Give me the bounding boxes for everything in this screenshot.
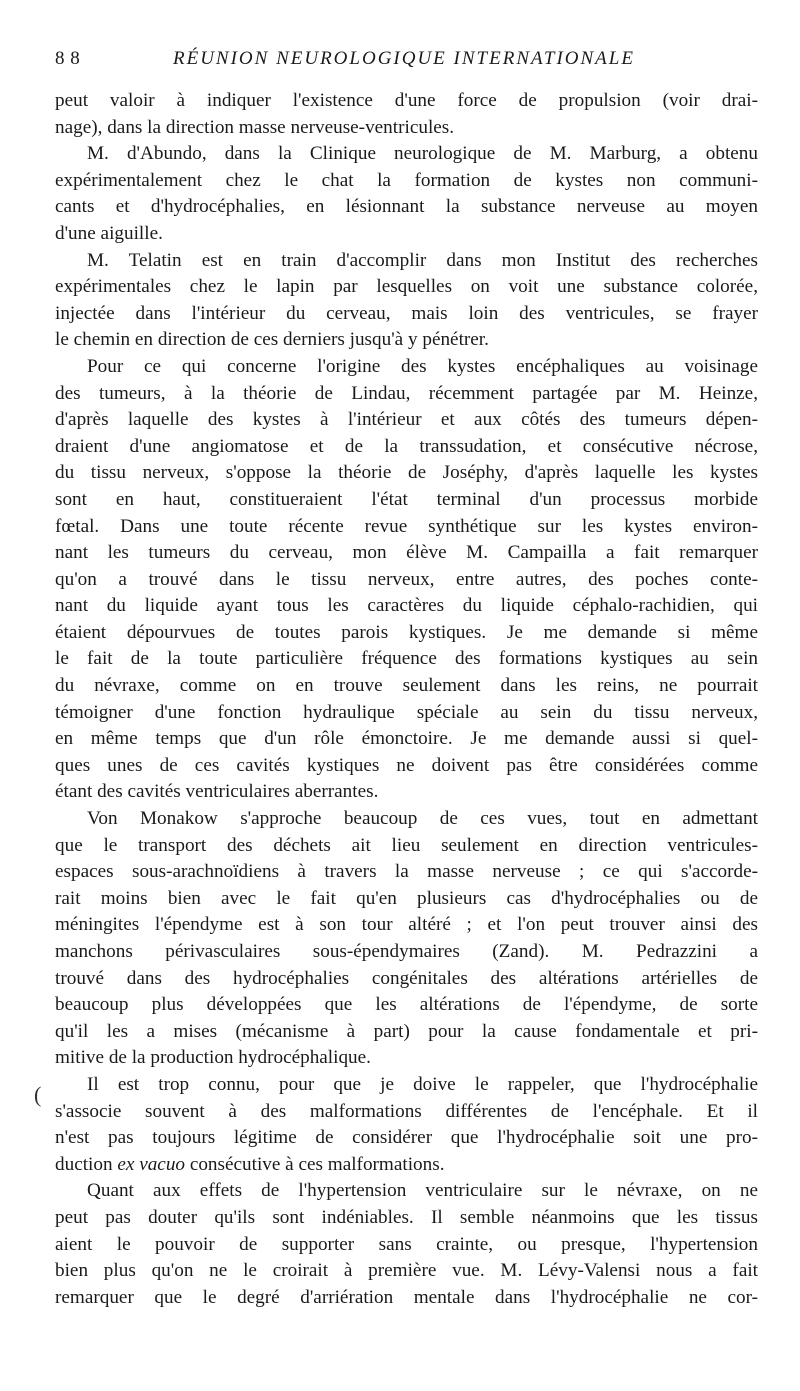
text-line: manchons périvasculaires sous-épendymaires (Zand). M. Pedrazzini a	[55, 941, 758, 962]
text-line: du névraxe, comme on en trouve seulement dans les reins, ne pourrait	[55, 675, 758, 697]
text-line: le chemin en direction de ces derniers jusqu'à y pénétrer.	[55, 329, 489, 351]
text-line: le fait de la toute particulière fréquence des formations kystiques au sein	[55, 648, 758, 670]
text-line: M. d'Abundo, dans la Clinique neurologique de M. Marburg, a obtenu	[87, 143, 758, 165]
text-line: que le transport des déchets ait lieu seulement en direction ventricules-	[55, 834, 758, 856]
text-line: Pour ce qui concerne l'origine des kystes encéphaliques au voisinage	[87, 355, 758, 377]
text-line: s'associe souvent à des malformations différentes de l'encéphale. Et il	[55, 1100, 758, 1122]
text-line: Il est trop connu, pour que je doive le rappeler, que l'hydrocéphalie	[87, 1073, 758, 1095]
text-line: bien plus qu'on ne le croirait à première vue. M. Lévy-Valensi nous a fait	[55, 1260, 758, 1282]
text-line: remarquer que le degré d'arriération mentale dans l'hydrocéphalie ne cor-	[55, 1286, 758, 1308]
text-line: peut pas douter qu'ils sont indéniables. Il semble néanmoins que les tissus	[55, 1206, 758, 1228]
text-line: des tumeurs, à la théorie de Lindau, récemment partagée par M. Heinze,	[55, 382, 758, 404]
text-fragment: duction	[55, 1153, 113, 1175]
text-line: injectée dans l'intérieur du cerveau, mais loin des ventricules, se frayer	[55, 302, 758, 324]
text-line: nant les tumeurs du cerveau, mon élève M. Campailla a fait remarquer	[55, 542, 758, 564]
text-line: draient d'une angiomatose et de la transsudation, et consécutive nécrose,	[55, 435, 758, 457]
text-line: espaces sous-arachnoïdiens à travers la masse nerveuse ; ce qui s'accorde-	[55, 861, 758, 883]
text-line: en même temps que d'un rôle émonctoire. Je me demande aussi si quel-	[55, 728, 758, 750]
text-line: d'une aiguille.	[55, 222, 163, 244]
text-fragment: consécutive à ces malformations.	[189, 1153, 445, 1175]
text-line: expérimentalement chez le chat la formation de kystes non communi-	[55, 169, 758, 191]
text-line: qu'il les a mises (mécanisme à part) pour la cause fondamentale et pri-	[55, 1020, 758, 1042]
text-line: méningites l'épendyme est à son tour altéré ; et l'on peut trouver ainsi des	[55, 914, 758, 936]
page-number: 8 8	[55, 48, 81, 69]
text-line: n'est pas toujours légitime de considérer que l'hydrocéphalie soit une pro-	[55, 1127, 758, 1149]
italic-phrase: ex vacuo	[117, 1153, 186, 1175]
text-line: M. Telatin est en train d'accomplir dans mon Institut des recherches	[87, 249, 758, 271]
text-line: peut valoir à indiquer l'existence d'une force de propulsion (voir drai-	[55, 90, 758, 111]
text-line: étaient dépourvues de toutes parois kystiques. Je me demande si même	[55, 621, 758, 643]
text-line: du tissu nerveux, s'oppose la théorie de Joséphy, d'après laquelle les kystes	[55, 462, 758, 484]
text-line: rait moins bien avec le fait qu'en plusieurs cas d'hydrocéphalies ou de	[55, 887, 758, 909]
text-line: qu'on a trouvé dans le tissu nerveux, entre autres, des poches conte-	[55, 568, 758, 590]
text-line: nage), dans la direction masse nerveuse-ventricules.	[55, 116, 455, 138]
text-line: nant du liquide ayant tous les caractères du liquide céphalo-rachidien, qui	[55, 595, 758, 617]
text-line: cants et d'hydrocéphalies, en lésionnant la substance nerveuse au moyen	[55, 196, 758, 218]
text-line: étant des cavités ventriculaires aberrantes.	[55, 781, 379, 803]
text-line: expérimentales chez le lapin par lesquelles on voit une substance colorée,	[55, 276, 758, 298]
margin-bracket-mark: (	[34, 1082, 42, 1107]
text-line: aient le pouvoir de supporter sans crainte, ou presque, l'hypertension	[55, 1233, 758, 1255]
text-line: trouvé dans des hydrocéphalies congénitales des altérations artérielles de	[55, 967, 758, 989]
text-line: témoigner d'une fonction hydraulique spéciale au sein du tissu nerveux,	[55, 701, 758, 723]
text-line-with-italic	[55, 1152, 758, 1179]
text-line: mitive de la production hydrocéphalique.	[55, 1047, 371, 1069]
text-line: d'après laquelle des kystes à l'intérieur et aux côtés des tumeurs dépen-	[55, 409, 758, 431]
text-line: beaucoup plus développées que les altérations de l'épendyme, de sorte	[55, 994, 758, 1016]
text-line: ques unes de ces cavités kystiques ne doivent pas être considérées comme	[55, 754, 758, 776]
text-line: Quant aux effets de l'hypertension ventriculaire sur le névraxe, on ne	[87, 1180, 758, 1202]
text-line: fœtal. Dans une toute récente revue synthétique sur les kystes environ-	[55, 515, 758, 537]
body-text	[55, 88, 758, 1311]
running-title: RÉUNION NEUROLOGIQUE INTERNATIONALE	[173, 48, 635, 69]
text-line: Von Monakow s'approche beaucoup de ces vues, tout en admettant	[87, 808, 758, 830]
page-header	[55, 48, 758, 78]
text-line: sont en haut, constitueraient l'état terminal d'un processus morbide	[55, 488, 758, 510]
